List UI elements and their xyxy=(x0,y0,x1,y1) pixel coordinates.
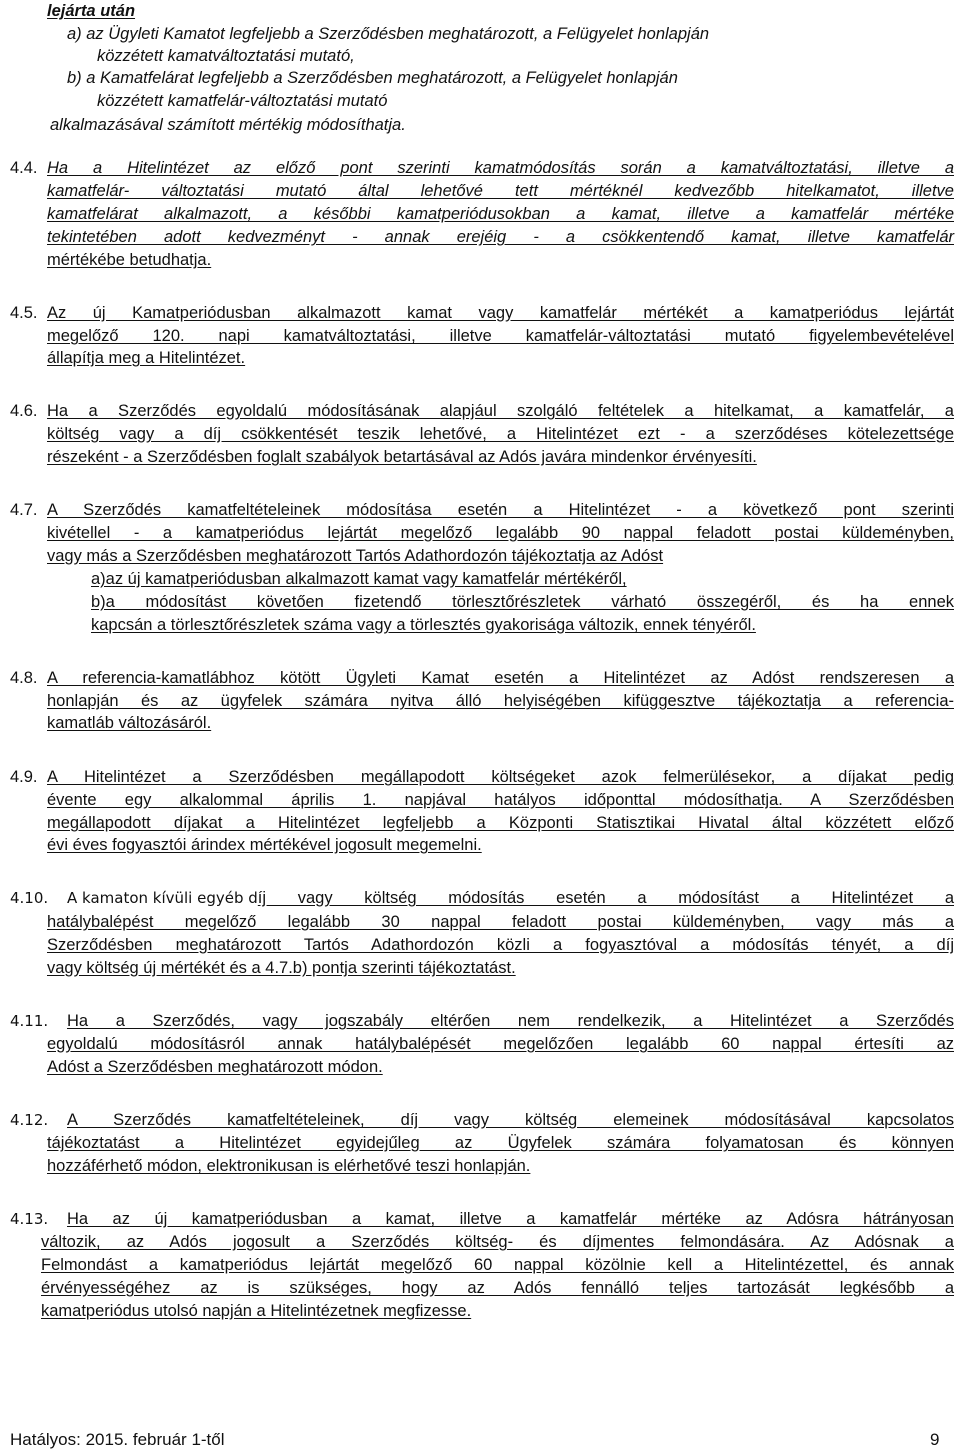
section-4-6-line-3: részeként - a Szerződésben foglalt szabályok betartásával az Adós javára mindenkor érvényesíti. xyxy=(47,448,757,466)
section-4-9-line-1: A Hitelintézet a Szerződésben megállapodott költségeket azok felmerülésekor, a díjakat pedig xyxy=(47,768,954,786)
section-4-13-line-3: Felmondást a kamatperiódus lejártát megelőző 60 nappal közölnie kell a Hitelintézettel, és annak xyxy=(41,1256,954,1274)
section-4-4-line-5: mértékébe betudhatja. xyxy=(47,251,212,269)
section-4-10-line-2: hatálybalépést megelőző legalább 30 nappal feladott postai küldeményben, vagy más a xyxy=(47,913,954,931)
section-4-9-line-2: évente egy alkalommal április 1. napjával hatályos időponttal módosíthatja. A Szerződésben xyxy=(47,791,954,809)
section-4-12-line-3: hozzáférhető módon, elektronikusan is elérhetővé teszi honlapján. xyxy=(47,1157,531,1175)
intro-b-line-3: alkalmazásával számított mértékig módosíthatja. xyxy=(50,116,406,134)
section-4-7-sub-b-cont: kapcsán a törlesztőrészletek száma vagy a törlesztés gyakorisága változik, ennek tényéről. xyxy=(91,616,756,634)
section-4-8-number: 4.8. xyxy=(10,669,38,687)
section-4-11-line-2: egyoldalú módosításról annak hatálybalépését megelőzően legalább 60 nappal értesíti az xyxy=(47,1035,954,1053)
section-4-11-number: 4.11. xyxy=(10,1012,49,1030)
section-4-10-number: 4.10. xyxy=(10,889,49,907)
section-4-7-line-3: vagy más a Szerződésben meghatározott Tartós Adathordozón tájékoztatja az Adóst xyxy=(47,547,664,565)
section-4-10-line-1 xyxy=(67,887,954,909)
section-4-5-line-2: megelőző 120. napi kamatváltoztatási, illetve kamatfelár-változtatási mutató figyelembevételével xyxy=(47,327,954,345)
section-4-10-line-1-rest: íj vagy költség módosítás esetén a módosítást a Hitelintézet a xyxy=(257,889,954,907)
footer-effective-date: Hatályos: 2015. február 1-től xyxy=(10,1430,225,1449)
section-4-13-line-1: Ha az új kamatperiódusban a kamat, illetve a kamatfelár mértéke az Adósra hátrányosan xyxy=(67,1210,954,1228)
section-4-13-line-4: érvényességéhez az is szükséges, hogy az Adós fennálló teljes tartozását legkésőbb a xyxy=(41,1279,954,1297)
section-4-10-line-3: Szerződésben meghatározott Tartós Adathordozón közli a fogyasztóval a módosítás tényét, a díj xyxy=(47,936,954,954)
section-4-9-line-3: megállapodott díjakat a Hitelintézet legfeljebb a Központi Statisztikai Hivatal által közzétett előző xyxy=(47,814,954,832)
intro-a-line-1: a) az Ügyleti Kamatot legfeljebb a Szerződésben meghatározott, a Felügyelet honlapján xyxy=(67,25,710,43)
section-4-12-line-1: A Szerződés kamatfeltételeinek, díj vagy költség elemeinek módosításával kapcsolatos xyxy=(67,1111,954,1129)
section-4-5-number: 4.5. xyxy=(10,304,38,322)
section-4-4-line-1: Ha a Hitelintézet az előző pont szerinti kamatmódosítás során a kamatváltoztatási, illetve a xyxy=(47,159,954,177)
section-4-4-line-2: kamatfelár- változtatási mutató által lehetővé tett mértéknél kedvezőbb hitelkamatot, illetve xyxy=(47,182,954,200)
footer-page-number: 9 xyxy=(930,1430,940,1449)
section-4-11-line-1: Ha a Szerződés, vagy jogszabály eltérően nem rendelkezik, a Hitelintézet a Szerződés xyxy=(67,1012,954,1030)
intro-heading: lejárta után xyxy=(47,2,136,20)
section-4-4-line-3: kamatfelárat alkalmazott, a későbbi kamatperiódusokban a kamat, illetve a kamatfelár mértéke xyxy=(47,205,954,223)
section-4-12-line-2: tájékoztatást a Hitelintézet egyidejűleg az Ügyfelek számára folyamatosan és könnyen xyxy=(47,1134,954,1152)
section-4-7-line-1: A Szerződés kamatfeltételeinek módosítása esetén a Hitelintézet - a következő pont szerinti xyxy=(47,501,954,519)
section-4-7-number: 4.7. xyxy=(10,501,38,519)
section-4-8-line-2: honlapján és az ügyfelek számára nyitva álló helyiségében kifüggesztve tájékoztatja a referencia- xyxy=(47,692,954,710)
section-4-7-sub-a: a)az új kamatperiódusban alkalmazott kamat vagy kamatfelár mértékéről, xyxy=(91,570,627,588)
intro-b-line-2: közzétett kamatfelár-változtatási mutató xyxy=(97,92,388,110)
section-4-9-number: 4.9. xyxy=(10,768,38,786)
section-4-11-line-3: Adóst a Szerződésben meghatározott módon. xyxy=(47,1058,383,1076)
section-4-10-line-4: vagy költség új mértékét és a 4.7.b) pontja szerinti tájékoztatást. xyxy=(47,959,516,977)
intro-b-line-1: b) a Kamatfelárat legfeljebb a Szerződésben meghatározott, a Felügyelet honlapján xyxy=(67,69,678,87)
section-4-12-number: 4.12. xyxy=(10,1111,49,1129)
section-4-5-line-3: állapítja meg a Hitelintézet. xyxy=(47,349,246,367)
intro-a-line-2: közzétett kamatváltoztatási mutató, xyxy=(97,47,355,65)
section-4-6-line-1: Ha a Szerződés egyoldalú módosításának alapjául szolgáló feltételek a hitelkamat, a kamatfelár, a xyxy=(47,402,954,420)
section-4-8-line-1: A referencia-kamatlábhoz kötött Ügyleti Kamat esetén a Hitelintézet az Adóst rendszeresen a xyxy=(47,669,954,687)
section-4-6-line-2: költség vagy a díj csökkentését teszik lehetővé, a Hitelintézet ezt - a szerződéses kötelezettsége xyxy=(47,425,954,443)
section-4-5-line-1: Az új Kamatperiódusban alkalmazott kamat vagy kamatfelár mértékét a kamatperiódus lejártát xyxy=(47,304,954,322)
section-4-9-line-4: évi éves fogyasztói árindex mértékével jogosult megemelni. xyxy=(47,836,482,854)
section-4-13-number: 4.13. xyxy=(10,1210,49,1228)
section-4-7-sub-b: b)a módosítást követően fizetendő törlesztőrészletek várható összegéről, és ha ennek xyxy=(91,593,954,611)
section-4-13-line-2: változik, az Adós jogosult a Szerződés költség- és díjmentes felmondására. Az Adósnak a xyxy=(41,1233,954,1251)
section-4-6-number: 4.6. xyxy=(10,402,38,420)
section-4-8-line-3: kamatláb változásáról. xyxy=(47,714,212,732)
section-4-13-line-5: kamatperiódus utolsó napján a Hitelintézetnek megfizesse. xyxy=(41,1302,472,1320)
section-4-4-line-4: tekintetében adott kedvezményt - annak erejéig - a csökkentendő kamat, illetve kamatfelár xyxy=(47,228,954,246)
section-4-4-number: 4.4. xyxy=(10,159,38,177)
section-4-10-line-1-plain: A kamaton kívüli egyéb d xyxy=(67,889,258,907)
section-4-7-line-2: kivétellel - a kamatperiódus lejártát megelőző legalább 90 nappal feladott postai küldeményben, xyxy=(47,524,954,542)
